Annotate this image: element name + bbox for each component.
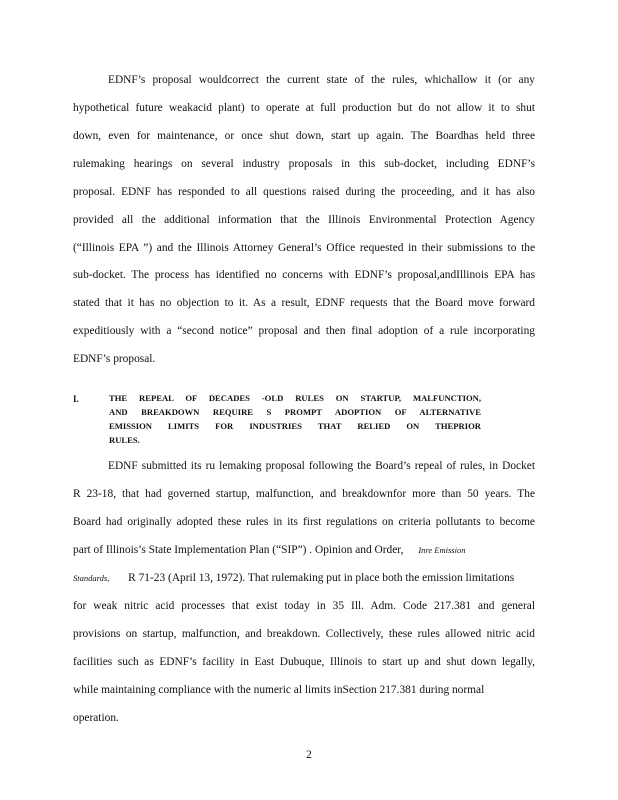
page-number: 2: [306, 749, 312, 761]
section-number: I.: [73, 394, 79, 404]
paragraph1-line-1: EDNF’s proposal wouldcorrect the current state of the rules, whichallow it (or any: [108, 74, 535, 86]
paragraph1-line-11: EDNF’s proposal.: [73, 353, 156, 365]
paragraph2-line-4: [73, 543, 535, 557]
paragraph2-line-3: Board had originally adopted these rules in its first regulations on criteria pollutants to become: [73, 516, 535, 528]
paragraph2-line-6: for weak nitric acid processes that exist today in 35 Ill. Adm. Code 217.381 and general: [73, 600, 535, 612]
paragraph2-line-8: facilities such as EDNF’s facility in East Dubuque, Illinois to start up and shut down legally,: [73, 656, 535, 668]
section-heading-line-4: RULES.: [109, 435, 140, 445]
paragraph2-line-7: provisions on startup, malfunction, and breakdown. Collectively, these rules allowed nitric acid: [73, 628, 535, 640]
paragraph1-line-3: down, even for maintenance, or once shut down, start up again. The Boardhas held three: [73, 130, 535, 142]
paragraph1-line-9: stated that it has no objection to it. As a result, EDNF requests that the Board move forward: [73, 297, 535, 309]
paragraph1-line-2: hypothetical future weakacid plant) to operate at full production but do not allow it to shut: [73, 102, 535, 114]
paragraph2-line-10: operation.: [73, 712, 119, 724]
paragraph2-line-9: while maintaining compliance with the numeric al limits inSection 217.381 during normal: [73, 684, 485, 696]
paragraph2-line-2: R 23-18, that had governed startup, malfunction, and breakdownfor more than 50 years. The: [73, 488, 535, 500]
citation-rest: R 71-23 (April 13, 1972). That rulemaking put in place both the emission limitations: [128, 572, 515, 584]
paragraph2-line-1: EDNF submitted its ru lemaking proposal following the Board’s repeal of rules, in Docket: [108, 460, 535, 472]
paragraph1-line-8: sub-docket. The process has identified no concerns with EDNF’s proposal,andIllinois EPA has: [73, 269, 535, 281]
paragraph2-line-5: [73, 571, 535, 585]
citation-italic-2: Standards,: [73, 573, 110, 583]
section-heading-line-1: THE REPEAL OF DECADES -OLD RULES ON STARTUP, MALFUNCTION,: [109, 393, 481, 403]
paragraph1-line-10: expeditiously with a “second notice” proposal and then final adoption of a rule incorporating: [73, 325, 535, 337]
paragraph1-line-7: (“Illinois EPA ”) and the Illinois Attorney General’s Office requested in their submissions to the: [73, 242, 535, 254]
paragraph1-line-6: provided all the additional information that the Illinois Environmental Protection Agency: [73, 214, 535, 226]
paragraph1-line-5: proposal. EDNF has responded to all questions raised during the proceeding, and it has also: [73, 186, 535, 198]
section-heading-line-2: AND BREAKDOWN REQUIRE S PROMPT ADOPTION OF ALTERNATIVE: [109, 407, 481, 417]
section-heading-line-3: EMISSION LIMITS FOR INDUSTRIES THAT RELIED ON THEPRIOR: [109, 421, 481, 431]
paragraph1-line-4: rulemaking hearings on several industry proposals in this sub-docket, including EDNF’s: [73, 158, 535, 170]
paragraph2-line-4-text: part of Illinois’s State Implementation Plan (“SIP”) . Opinion and Order,: [73, 544, 404, 556]
citation-italic-1: Inre Emission: [418, 545, 466, 555]
